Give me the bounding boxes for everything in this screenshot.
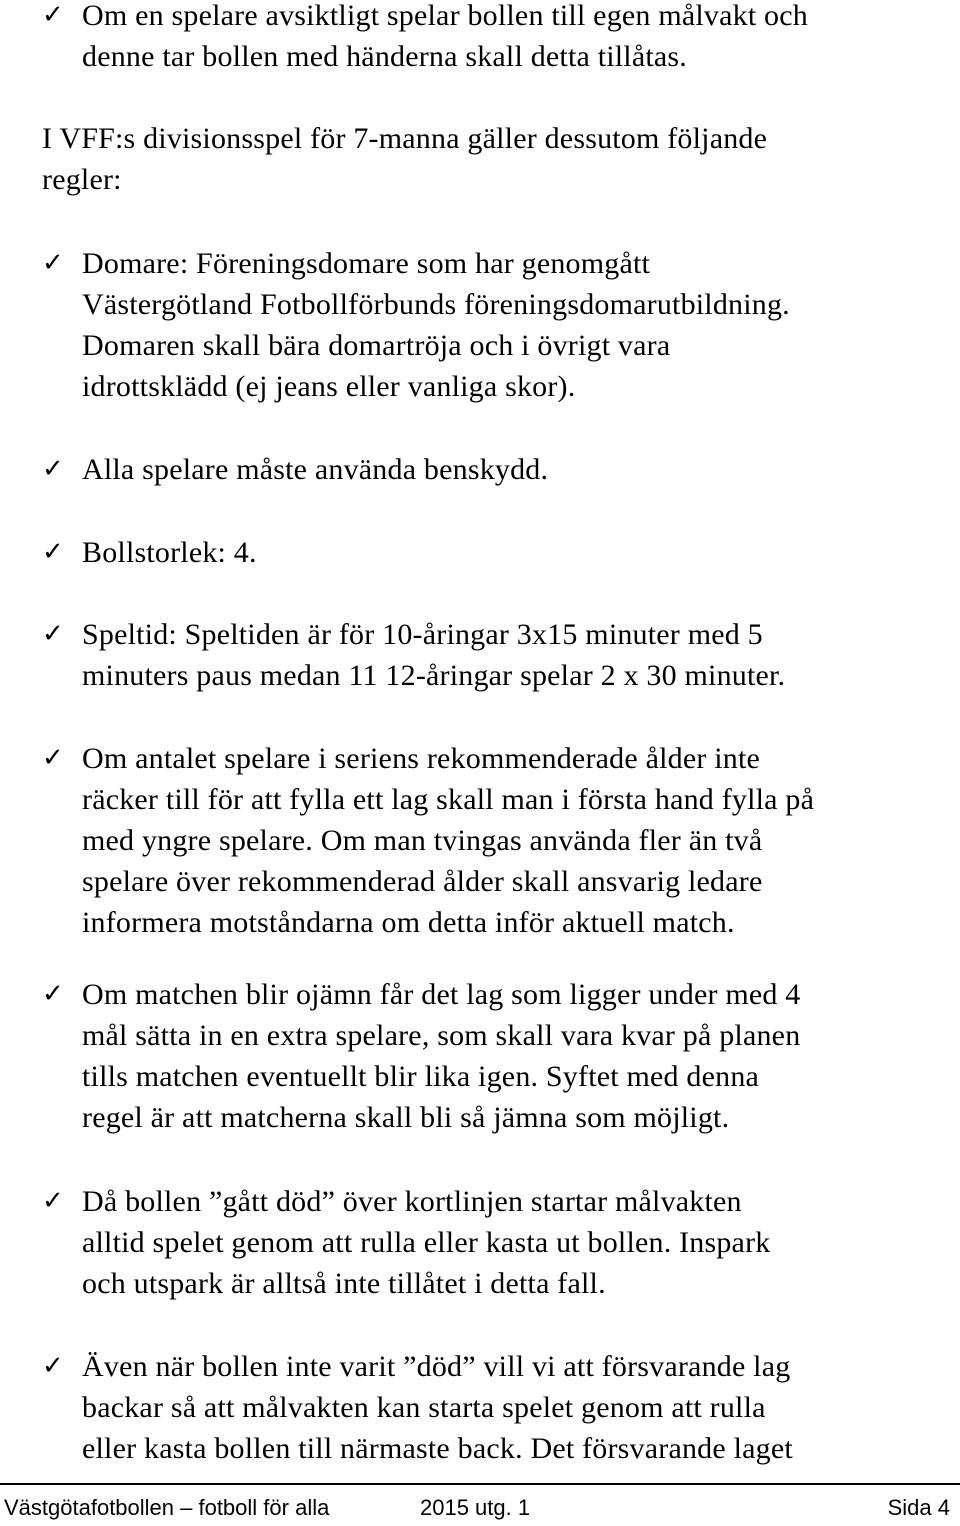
text-line: tills matchen eventuellt blir lika igen. Syftet med denna [82,1060,760,1093]
text-line: Alla spelare måste använda benskydd. [82,453,549,486]
text-line: med yngre spelare. Om man tvingas använda fler än två [82,824,763,857]
rule-item-defending-team [82,1346,793,1469]
text-line: Även när bollen inte varit ”död” vill vi att försvarande lag [82,1350,791,1383]
rule-item-ball-size [82,532,257,573]
text-line: räcker till för att fylla ett lag skall man i första hand fylla på [82,783,815,816]
text-line: och utspark är alltså inte tillåtet i detta fall. [82,1267,606,1300]
rule-item-shin-guards [82,449,548,490]
text-line: spelare över rekommenderad ålder skall ansvarig ledare [82,865,763,898]
checkmark-icon: ✓ [42,743,64,773]
footer-divider [0,1483,960,1485]
text-line: Om en spelare avsiktligt spelar bollen till egen målvakt och [82,0,808,32]
text-line: idrottsklädd (ej jeans eller vanliga skor). [82,370,576,403]
checkmark-icon: ✓ [42,1351,64,1381]
footer-edition: 2015 utg. 1 [420,1495,531,1520]
checkmark-icon: ✓ [42,619,64,649]
rule-item-referee [82,243,790,407]
text-line: Domare: Föreningsdomare som har genomgått [82,247,651,280]
footer-title: Västgötafotbollen – fotboll för alla [4,1495,330,1520]
text-line: Om antalet spelare i seriens rekommenderade ålder inte [82,742,761,775]
text-line: Västergötland Fotbollförbunds föreningsdomarutbildning. [82,288,790,321]
text-line: Speltid: Speltiden är för 10-åringar 3x15 minuter med 5 [82,618,763,651]
rule-item-uneven-match [82,974,801,1138]
rule-item-goal-line [82,1181,770,1304]
rule-item-player-age [82,738,814,943]
checkmark-icon: ✓ [42,537,64,567]
intro-paragraph [42,118,767,200]
text-line: informera motståndarna om detta inför aktuell match. [82,906,735,939]
text-line: I VFF:s divisionsspel för 7-manna gäller dessutom följande [42,122,768,155]
text-line: regler: [42,163,122,196]
text-line: minuters paus medan 11 12-åringar spelar 2 x 30 minuter. [82,659,786,692]
checkmark-icon: ✓ [42,1186,64,1216]
text-line: Domaren skall bära domartröja och i övrigt vara [82,329,671,362]
checkmark-icon: ✓ [42,454,64,484]
footer-page-number: Sida 4 [887,1495,950,1520]
text-line: Om matchen blir ojämn får det lag som ligger under med 4 [82,978,801,1011]
checkmark-icon: ✓ [42,979,64,1009]
checkmark-icon: ✓ [42,0,64,30]
text-line: backar så att målvakten kan starta spelet genom att rulla [82,1391,766,1424]
text-line: Bollstorlek: 4. [82,536,257,569]
text-line: mål sätta in en extra spelare, som skall vara kvar på planen [82,1019,801,1052]
checkmark-icon: ✓ [42,248,64,278]
text-line: regel är att matcherna skall bli så jämna som möjligt. [82,1101,730,1134]
text-line: alltid spelet genom att rulla eller kasta ut bollen. Inspark [82,1226,771,1259]
text-line: Då bollen ”gått död” över kortlinjen startar målvakten [82,1185,742,1218]
rule-item-own-goalkeeper [82,0,808,77]
text-line: denne tar bollen med händerna skall detta tillåtas. [82,40,687,73]
rule-item-playing-time [82,614,785,696]
text-line: eller kasta bollen till närmaste back. Det försvarande laget [82,1432,793,1465]
